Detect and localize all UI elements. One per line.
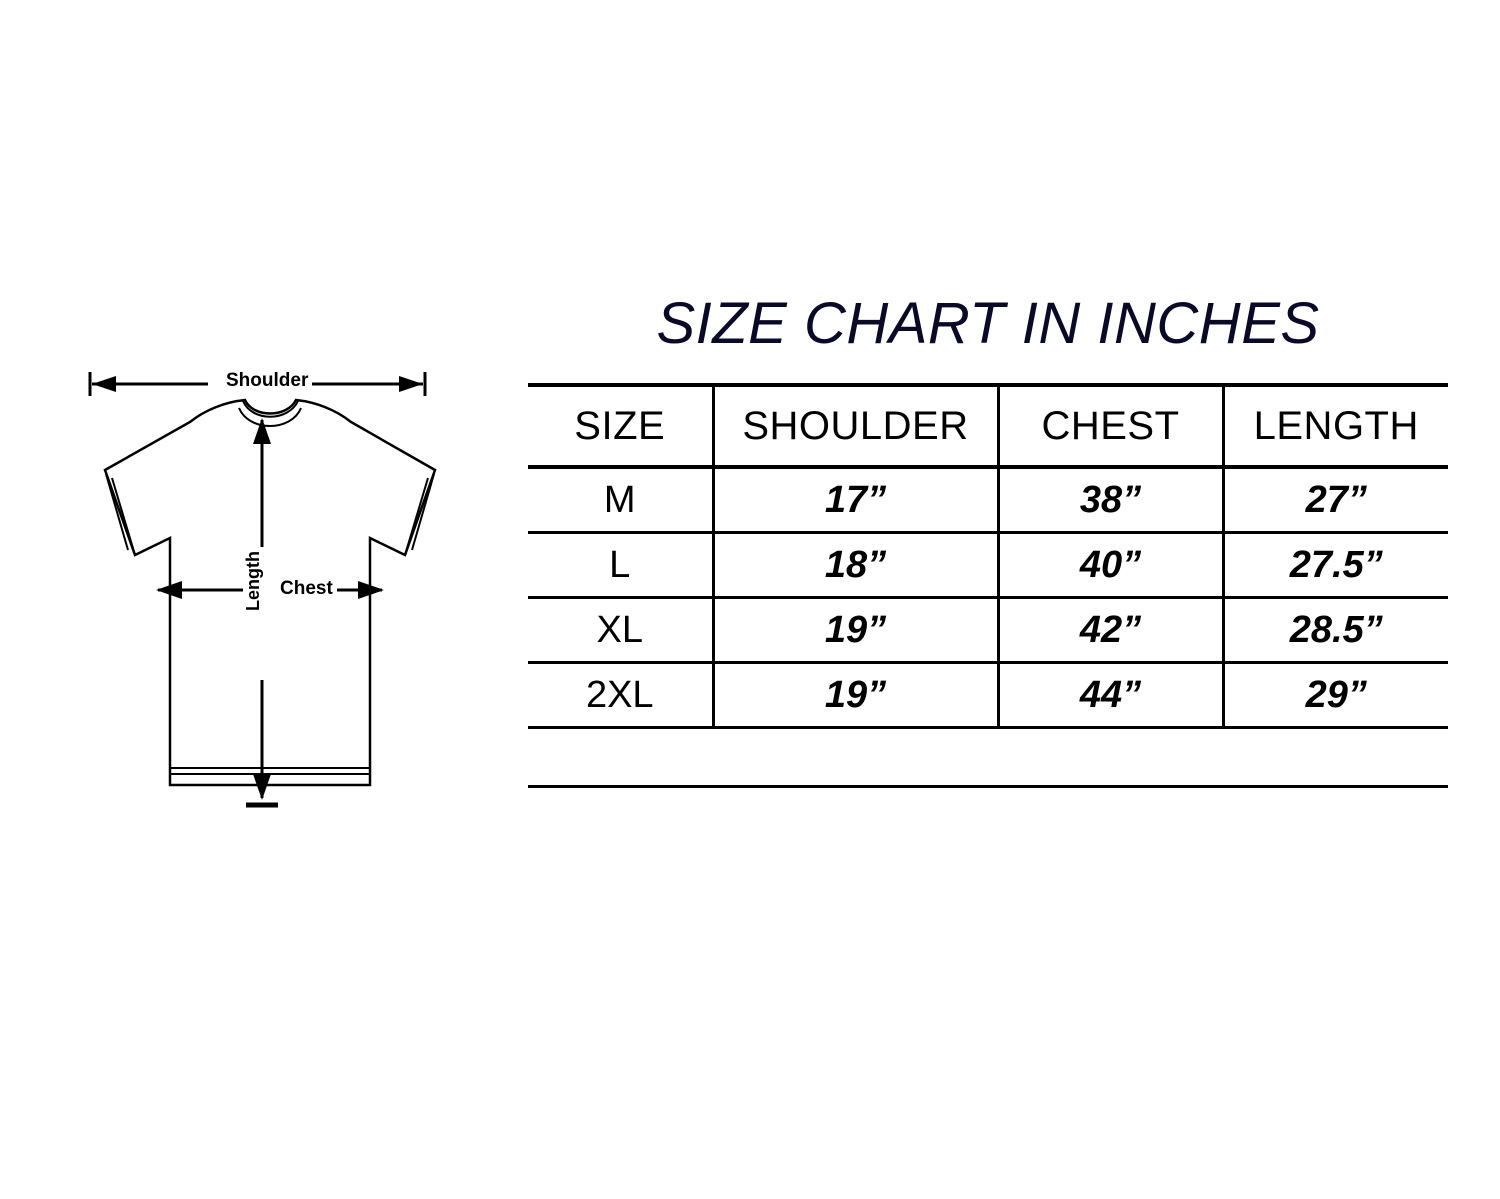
- cell-size: L: [528, 533, 713, 598]
- cell-chest: 44”: [998, 663, 1223, 728]
- column-header-length: LENGTH: [1223, 385, 1448, 467]
- cell-chest: 42”: [998, 598, 1223, 663]
- cell-size: M: [528, 467, 713, 533]
- cell-chest: 38”: [998, 467, 1223, 533]
- column-header-size: SIZE: [528, 385, 713, 467]
- cell-shoulder: 18”: [713, 533, 998, 598]
- shoulder-label: Shoulder: [222, 370, 312, 392]
- size-chart: [528, 290, 1448, 788]
- size-table: [528, 383, 1448, 729]
- cell-shoulder: 19”: [713, 598, 998, 663]
- cell-shoulder: 19”: [713, 663, 998, 728]
- table-row: [528, 663, 1448, 728]
- table-row: [528, 533, 1448, 598]
- chart-title: SIZE CHART IN INCHES: [656, 291, 1320, 356]
- cell-shoulder: 17”: [713, 467, 998, 533]
- tshirt-measurement-diagram: [40, 350, 500, 860]
- table-row: [528, 598, 1448, 663]
- chest-label: Chest: [276, 578, 337, 600]
- column-header-shoulder: SHOULDER: [713, 385, 998, 467]
- column-header-chest: CHEST: [998, 385, 1223, 467]
- cell-size: 2XL: [528, 663, 713, 728]
- table-row: [528, 467, 1448, 533]
- cell-length: 27”: [1223, 467, 1448, 533]
- cell-chest: 40”: [998, 533, 1223, 598]
- length-label: Length: [243, 547, 264, 615]
- tshirt-body-path: [105, 400, 435, 785]
- tshirt-outline-icon: [40, 350, 500, 860]
- cell-size: XL: [528, 598, 713, 663]
- table-footer-rule: [528, 785, 1448, 788]
- cell-length: 28.5”: [1223, 598, 1448, 663]
- table-header-row: [528, 385, 1448, 467]
- cell-length: 29”: [1223, 663, 1448, 728]
- cell-length: 27.5”: [1223, 533, 1448, 598]
